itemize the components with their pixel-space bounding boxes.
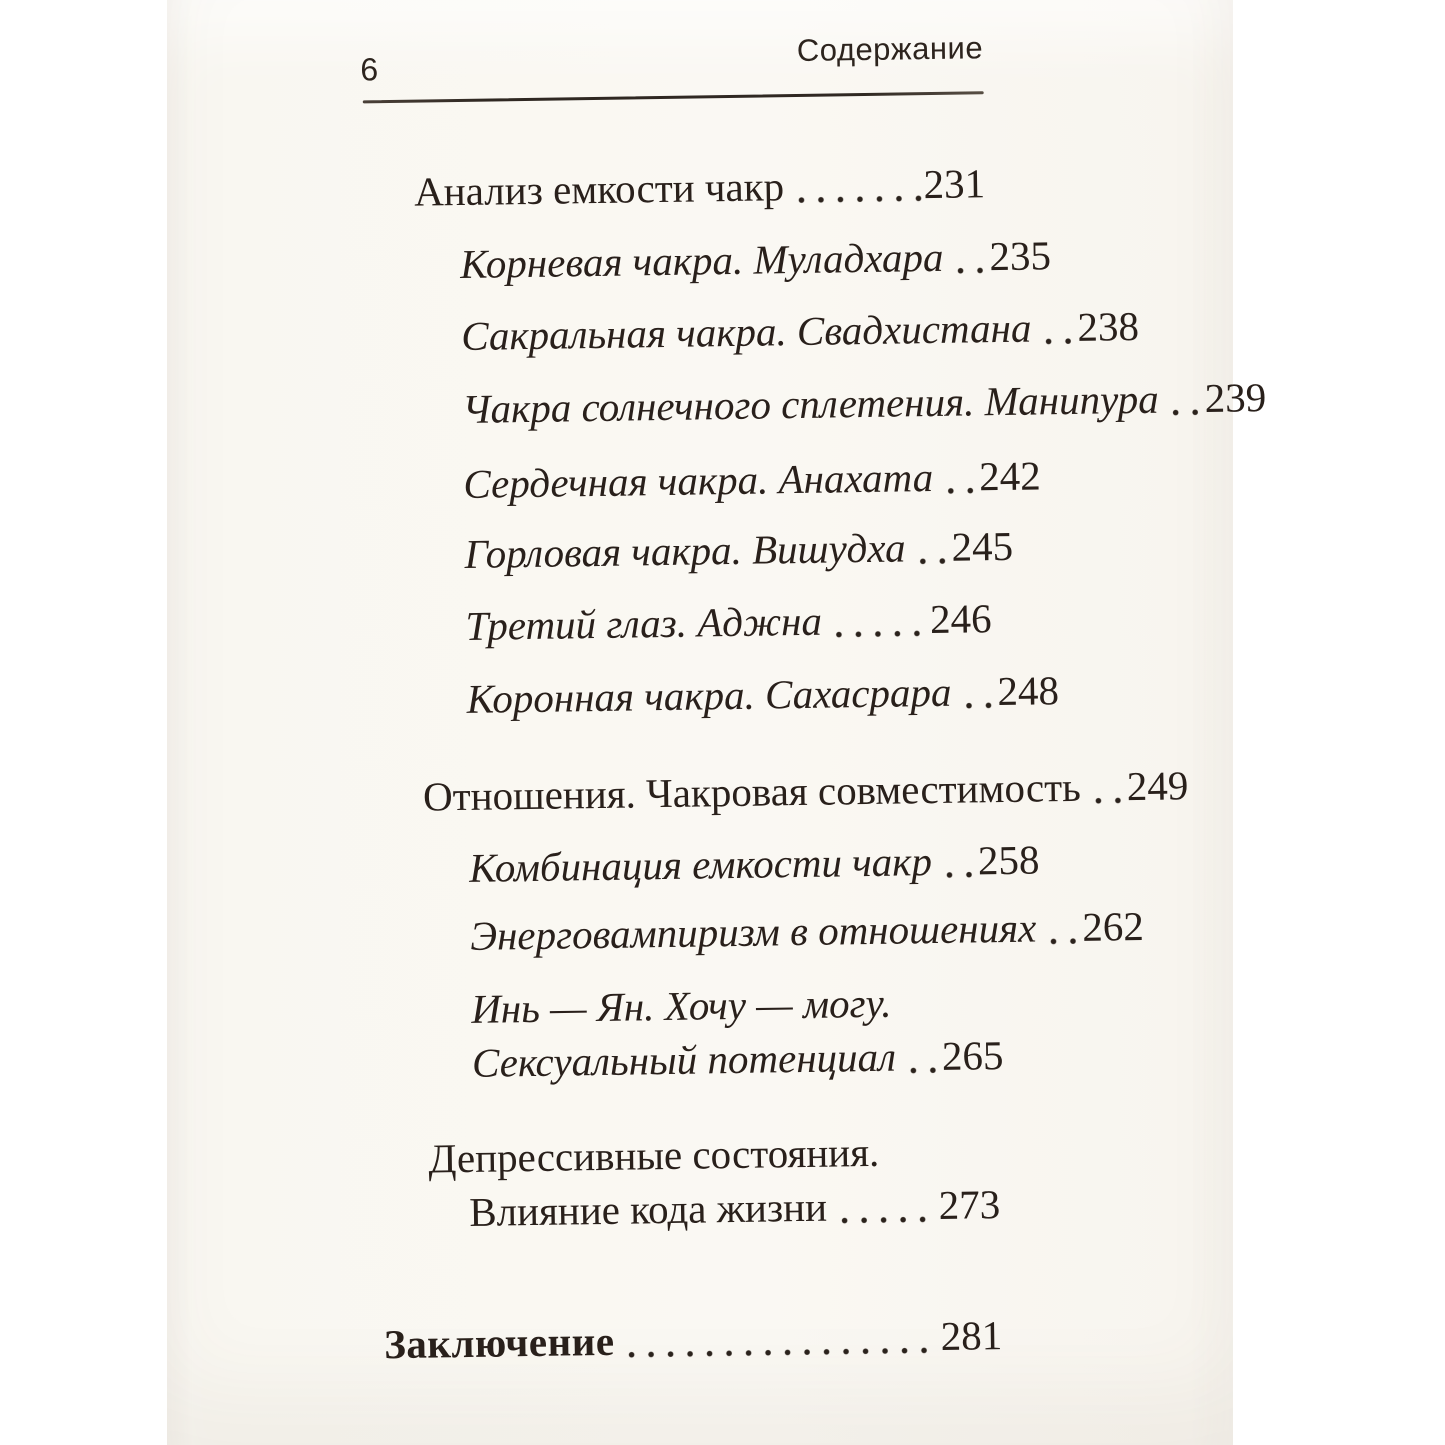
toc-entry-title: Сакральная чакра. Свадхистана (460, 304, 1032, 359)
dot-leader (947, 451, 978, 501)
toc-entry (164, 521, 1014, 583)
page-number: 281 (940, 1312, 1003, 1359)
toc-entry-line (173, 1125, 1000, 1187)
toc-entry-title: Анализ емкости чакр (413, 163, 785, 215)
page-number: 265 (941, 1032, 1004, 1079)
toc-entry-title: Комбинация емкости чакр (468, 838, 933, 891)
toc-entry (160, 231, 1052, 293)
page-number: 231 (923, 160, 986, 208)
page-number: 262 (1081, 902, 1145, 950)
page-number: 242 (978, 452, 1042, 500)
toc-entry-line (171, 976, 998, 1038)
dot-leader (1050, 902, 1081, 952)
toc-entry (159, 158, 986, 220)
toc-entry-title: Энерговампиризм в отношениях (469, 904, 1037, 959)
toc-entry-line (163, 451, 1042, 513)
page-number: 273 (938, 1181, 1001, 1228)
toc-entry (171, 976, 1004, 1092)
toc-entry (165, 593, 992, 655)
page-number: 239 (1204, 374, 1267, 421)
page-number: 235 (989, 232, 1052, 280)
toc-entry (170, 902, 1145, 965)
toc-entry-title: Влияние кода жизни (468, 1183, 828, 1235)
dot-leader (919, 522, 950, 572)
toc-entry (166, 666, 1060, 728)
running-head-title: Содержание (796, 30, 984, 68)
toc-entry-title: Коронная чакра. Сахасрара (466, 668, 952, 722)
toc-entry-line (170, 902, 1145, 965)
toc-entry-line (162, 374, 1267, 438)
toc-entry-title: Корневая чакра. Муладхара (459, 233, 944, 287)
toc-entry (168, 762, 1189, 825)
toc-entry (173, 1125, 1000, 1241)
toc-entry-line (159, 158, 986, 220)
page-number: 246 (929, 595, 992, 643)
page-number-folio: 6 (360, 51, 379, 88)
dot-leader (628, 1311, 939, 1366)
dot-leader (798, 159, 922, 211)
dot-leader (841, 1180, 937, 1231)
toc-entry-title: Сексуальный потенциал (471, 1033, 897, 1086)
toc-entry (169, 835, 1040, 897)
toc-entry (161, 302, 1140, 365)
toc-entry-line (165, 593, 992, 655)
toc-entry-line (160, 231, 1052, 293)
page-content (156, 0, 1267, 1445)
toc-entry-title: Депрессивные состояния. (428, 1128, 880, 1182)
toc-entry-title: Инь — Ян. Хочу — могу. (470, 979, 892, 1032)
page-number: 245 (951, 522, 1014, 570)
toc-entry-title: Чакра солнечного сплетения. Манипура (462, 375, 1159, 432)
page-number: 249 (1126, 762, 1189, 810)
dot-leader (965, 666, 996, 716)
dot-leader (836, 594, 929, 645)
toc-entry-line (169, 835, 1040, 897)
toc-entry-line (161, 302, 1140, 365)
toc-entry-title: Заключение (383, 1317, 615, 1368)
page-number: 258 (977, 836, 1040, 884)
toc-entry (176, 1310, 1003, 1372)
page-number: 248 (997, 667, 1060, 715)
dot-leader (946, 835, 977, 885)
dot-leader (957, 231, 988, 281)
toc-entry (162, 374, 1267, 438)
dot-leader (1045, 302, 1076, 352)
toc-entry-line (168, 762, 1189, 825)
toc-entry-line (172, 1030, 1004, 1092)
toc-entry-title: Горловая чакра. Вишудха (464, 524, 906, 577)
toc-entry-title: Отношения. Чакровая совместимость (422, 763, 1082, 820)
header-rule (363, 91, 984, 103)
toc-entry-title: Сердечная чакра. Анахата (463, 453, 934, 507)
toc-entry-line (164, 521, 1014, 583)
dot-leader (910, 1031, 941, 1081)
toc-entry-line (174, 1179, 1001, 1241)
page-number: 238 (1077, 302, 1140, 350)
toc-entry-line (176, 1310, 1003, 1372)
dot-leader (1094, 761, 1125, 811)
toc-entry-line (166, 666, 1060, 728)
toc-entry-title: Третий глаз. Аджна (465, 597, 823, 649)
paper-sheet (167, 0, 1267, 1445)
dot-leader (1172, 373, 1203, 423)
toc-entry (163, 451, 1042, 513)
